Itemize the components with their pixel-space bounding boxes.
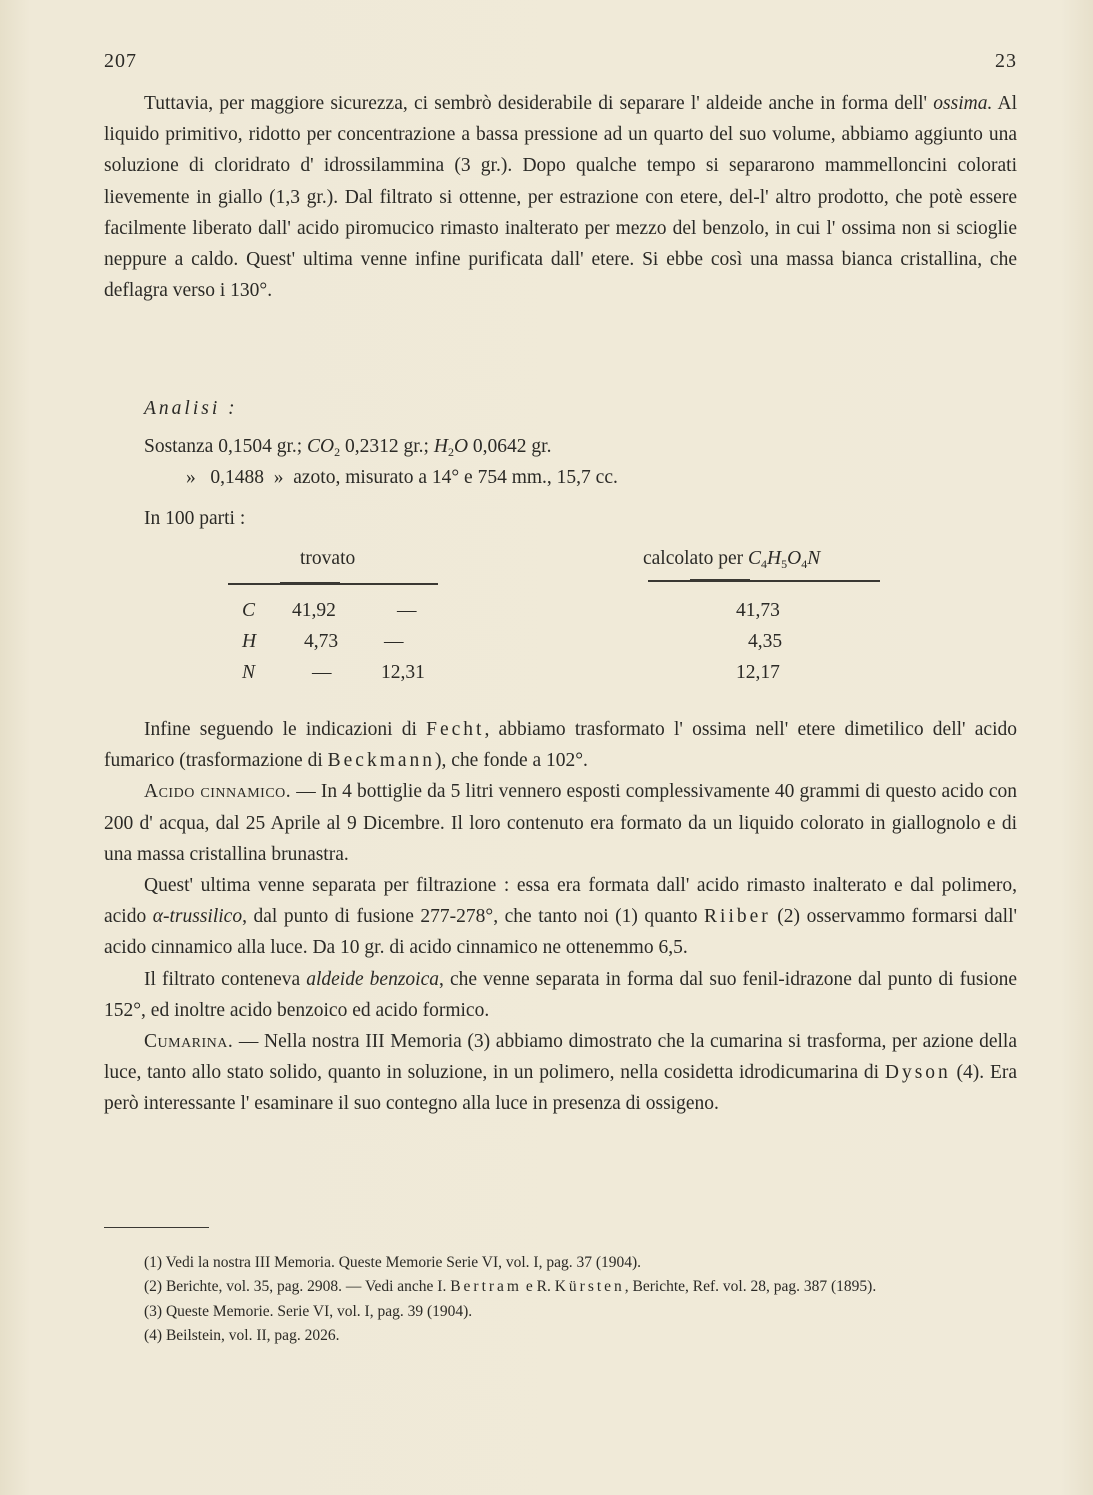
italic-term: α-trussilico [152, 906, 243, 928]
analysis-heading: Analisi : [144, 398, 238, 419]
footnote-2 [104, 1275, 1017, 1299]
section-heading: Cumarina. [144, 1031, 234, 1053]
found-value-2: — [384, 631, 404, 652]
text-run: , abbiamo trasformato l' ossima nell' etere dimetilico dell' acido fumarico (trasformazione di [104, 719, 1017, 772]
body-text [104, 714, 1017, 1120]
paragraph-polymer [104, 870, 1017, 964]
subscript: 4 [761, 557, 768, 571]
text-run: Quest' ultima venne separata per filtrazione : essa era formata dall' acido rimasto inalterato e dal polimero, acido [104, 875, 1017, 928]
section-heading: Acido cinnamico. [144, 781, 292, 803]
table-rule-right [648, 580, 880, 582]
element-symbol: N [242, 662, 256, 683]
paragraph-oxime [104, 88, 1017, 306]
text-run: Infine seguendo le indicazioni di [144, 719, 427, 740]
paragraph-filtrate [104, 964, 1017, 1026]
element-symbol: C [242, 600, 256, 621]
found-value-2: — [397, 600, 417, 621]
calculated-value: 12,17 [736, 662, 780, 683]
subscript: 2 [334, 445, 341, 459]
text-run: 0,2312 gr.; [340, 436, 434, 457]
page-number-left: 207 [104, 50, 137, 72]
text-run: , Berichte, Ref. vol. 28, pag. 387 (1895). [624, 1278, 877, 1296]
table-rule-left-thick [280, 582, 340, 585]
text-run: ), che fonde a 102°. [435, 750, 588, 772]
found-value-1: 4,73 [304, 631, 339, 652]
text-run: Il filtrato conteneva [144, 968, 307, 990]
formula: N [807, 548, 821, 569]
analysis-line-3: In 100 parti : [144, 508, 246, 529]
paragraph-cinnamic-acid [104, 776, 1017, 870]
formula: H [767, 548, 782, 569]
found-value-2: 12,31 [381, 662, 425, 683]
footnote-1: (1) Vedi la nostra III Memoria. Queste Memorie Serie VI, vol. I, pag. 37 (1904). [144, 1254, 642, 1271]
text-run: (4). Era però interessante l' esaminare il suo contegno alla luce in presenza di ossigeno. [104, 1062, 1017, 1115]
italic-term: ossima. [933, 93, 993, 114]
calculated-value: 4,35 [748, 631, 783, 652]
paragraph-coumarin [104, 1026, 1017, 1120]
author-name: Kürsten [554, 1278, 625, 1296]
analysis-line-2: » 0,1488 » azoto, misurato a 14° e 754 mm., 15,7 cc. [186, 467, 618, 488]
footnotes [104, 1251, 1017, 1349]
formula: H [433, 436, 448, 457]
found-value-1: — [312, 662, 332, 683]
author-name: Riiber [704, 906, 771, 928]
footnote-4: (4) Beilstein, vol. II, pag. 2026. [144, 1327, 340, 1345]
author-name: Dyson [884, 1062, 951, 1084]
italic-term: aldeide benzoica [306, 968, 439, 990]
text-run: Sostanza 0,1504 gr.; [144, 436, 308, 457]
text-run: Al liquido primitivo, ridotto per concentrazione a bassa pressione ad un quarto del suo volume, abbiamo aggiunto una soluzione di cloridrato d' idrossilammina (3 gr.). Dopo qualche tempo si separarono mammelloncini colorati lievemente in giallo (1,3 gr.). Dal filtrato si ottenne, per estrazione con etere, del-l' altro prodotto, che potè essere facilmente liberato dall' acido piromucico rimasto inalterato per mezzo del benzolo, in cui l' ossima non si scioglie neppure a caldo. Quest' ultima venne infine purificata dall' etere. Si ebbe così una massa bianca cristallina, che deflagra verso i 130°. [104, 93, 1017, 302]
text-run: calcolato per [643, 548, 744, 569]
footnote-separator [104, 1227, 209, 1228]
text-run: — In 4 bottiglie da 5 litri vennero esposti complessivamente 40 grammi di questo acido con 200 d' acqua, dal 25 Aprile al 9 Dicembre. Il loro contenuto era formato da un liquido colorato in giallognolo e di una massa cristallina brunastra. [104, 781, 1017, 865]
text-run: (2) Berichte, vol. 35, pag. 2908. — Vedi anche I. [144, 1278, 451, 1296]
analysis-line-1 [144, 436, 551, 460]
formula: C [748, 548, 762, 569]
text-run: (2) osservammo formarsi dall' acido cinnamico alla luce. Da 10 gr. di acido cinnamico ne ottenemmo 6,5. [104, 906, 1018, 959]
page-number-right: 23 [995, 50, 1017, 72]
table-header-calculated [643, 548, 820, 572]
subscript: 2 [447, 445, 454, 459]
formula: O [453, 436, 469, 457]
subscript: 5 [781, 557, 788, 571]
formula: O [787, 548, 802, 569]
formula: CO [307, 436, 335, 457]
calculated-value: 41,73 [736, 600, 780, 621]
author-name: Bertram [450, 1278, 522, 1296]
text-run: — Nella nostra III Memoria (3) abbiamo dimostrato che la cumarina si trasforma, per azione della luce, tanto allo stato solido, quanto in soluzione, in un polimero, nella cosidetta idrodicumarina di [104, 1031, 1017, 1084]
found-value-1: 41,92 [292, 600, 336, 621]
author-name: Beckmann [327, 750, 436, 772]
element-symbol: H [242, 631, 257, 652]
table-rule-right-thick [690, 579, 750, 582]
paragraph-fecht [104, 714, 1017, 776]
footnote-3: (3) Queste Memorie. Serie VI, vol. I, pag. 39 (1904). [144, 1302, 473, 1320]
table-header-found: trovato [300, 548, 356, 569]
text-run: e R. [522, 1278, 555, 1296]
text-run: , che venne separata in forma dal suo fenil-idrazone dal punto di fusione 152°, ed inoltre acido benzoico ed acido formico. [104, 968, 1017, 1021]
author-name: Fecht [426, 719, 485, 740]
subscript: 4 [801, 557, 808, 571]
text-run: , dal punto di fusione 277-278°, che tanto noi (1) quanto [242, 906, 705, 928]
text-run: 0,0642 gr. [468, 436, 552, 457]
text-run: Tuttavia, per maggiore sicurezza, ci sembrò desiderabile di separare l' aldeide anche in forma dell' [144, 93, 934, 114]
